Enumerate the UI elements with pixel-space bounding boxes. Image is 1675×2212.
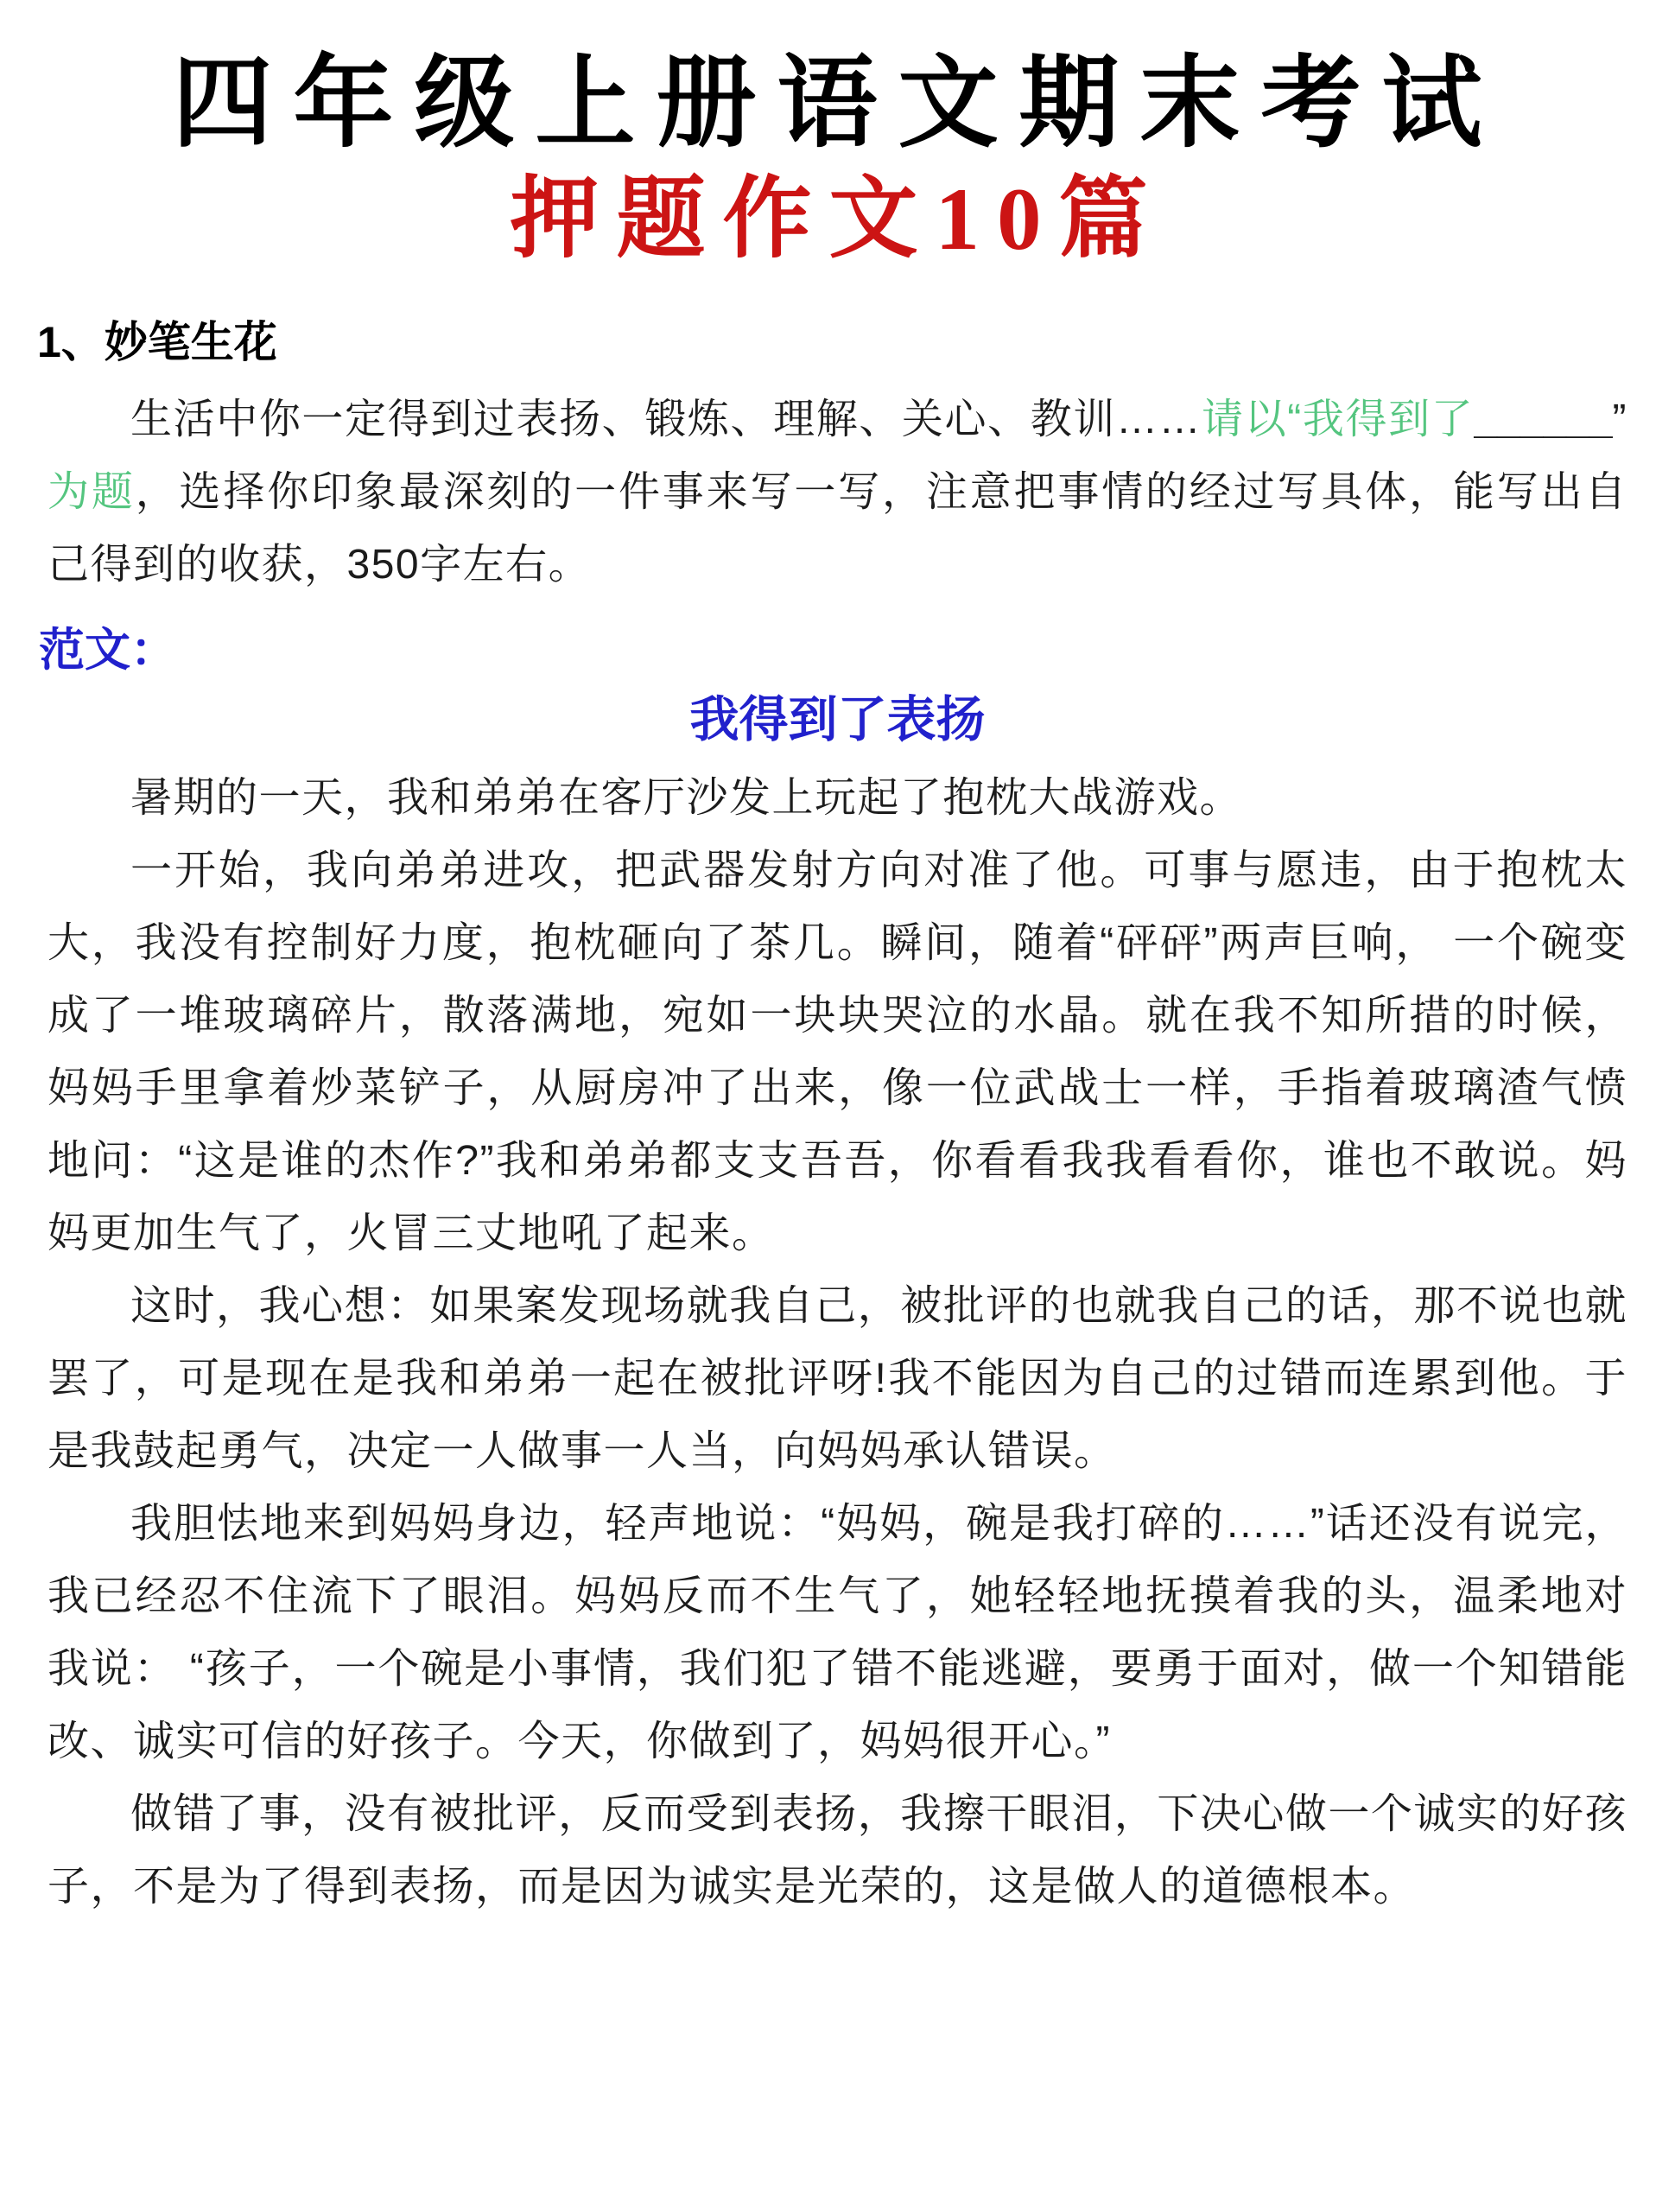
- essay-paragraph: 这时，我心想：如果案发现场就我自己，被批评的也就我自己的话，那不说也就罢了，可是现在是我和弟弟一起在被批评呀!我不能因为自己的过错而连累到他。于是我鼓起勇气，决定一人做事一人当，向妈妈承认错误。: [48, 1282, 1627, 1474]
- section-heading: 1、妙笔生花: [37, 317, 277, 366]
- prompt-paragraph: [48, 384, 1627, 601]
- prompt-blank-line: ______: [1474, 396, 1613, 442]
- page-subtitle: 押题作文10篇: [510, 170, 1165, 270]
- prompt-green-topic-open: 请以“我得到了: [1201, 396, 1475, 442]
- essay-title: 我得到了表扬: [689, 691, 986, 747]
- sample-essay-label: 范文：: [39, 624, 176, 676]
- prompt-text-lead: 生活中你一定得到过表扬、锻炼、理解、关心、教训……: [130, 396, 1202, 442]
- prompt-text-rest: ，选择你印象最深刻的一件事来写一写，注意把事情的经过写具体，能写出自己得到的收获，350字左右。: [48, 468, 1627, 588]
- prompt-close-quote: ”: [1612, 396, 1627, 442]
- prompt-green-topic-close: 为题: [48, 468, 136, 515]
- page-title: 四年级上册语文期末考试: [172, 47, 1503, 159]
- essay-paragraph: 暑期的一天，我和弟弟在客厅沙发上玩起了抱枕大战游戏。: [130, 774, 1243, 821]
- essay-paragraph: 我胆怯地来到妈妈身边，轻声地说：“妈妈，碗是我打碎的……”话还没有说完，我已经忍不住流下了眼泪。妈妈反而不生气了，她轻轻地抚摸着我的头，温柔地对我说： “孩子，一个碗是小事情，我们犯了错不能逃避，要勇于面对，做一个知错能改、诚实可信的好孩子。今天，你做到了，妈妈很开心。”: [48, 1500, 1627, 1764]
- essay-paragraph: 一开始，我向弟弟进攻，把武器发射方向对准了他。可事与愿违，由于抱枕太大，我没有控制好力度，抱枕砸向了茶几。瞬间，随着“砰砰”两声巨响， 一个碗变成了一堆玻璃碎片，散落满地，宛如一块块哭泣的水晶。就在我不知所措的时候，妈妈手里拿着炒菜铲子，从厨房冲了出来，像一位武战士一样，手指着玻璃渣气愤地问：“这是谁的杰作?”我和弟弟都支支吾吾，你看看我我看看你，谁也不敢说。妈妈更加生气了，火冒三丈地吼了起来。: [48, 847, 1627, 1256]
- essay-paragraph: 做错了事，没有被批评，反而受到表扬，我擦干眼泪，下决心做一个诚实的好孩子，不是为了得到表扬，而是因为诚实是光荣的，这是做人的道德根本。: [48, 1790, 1627, 1910]
